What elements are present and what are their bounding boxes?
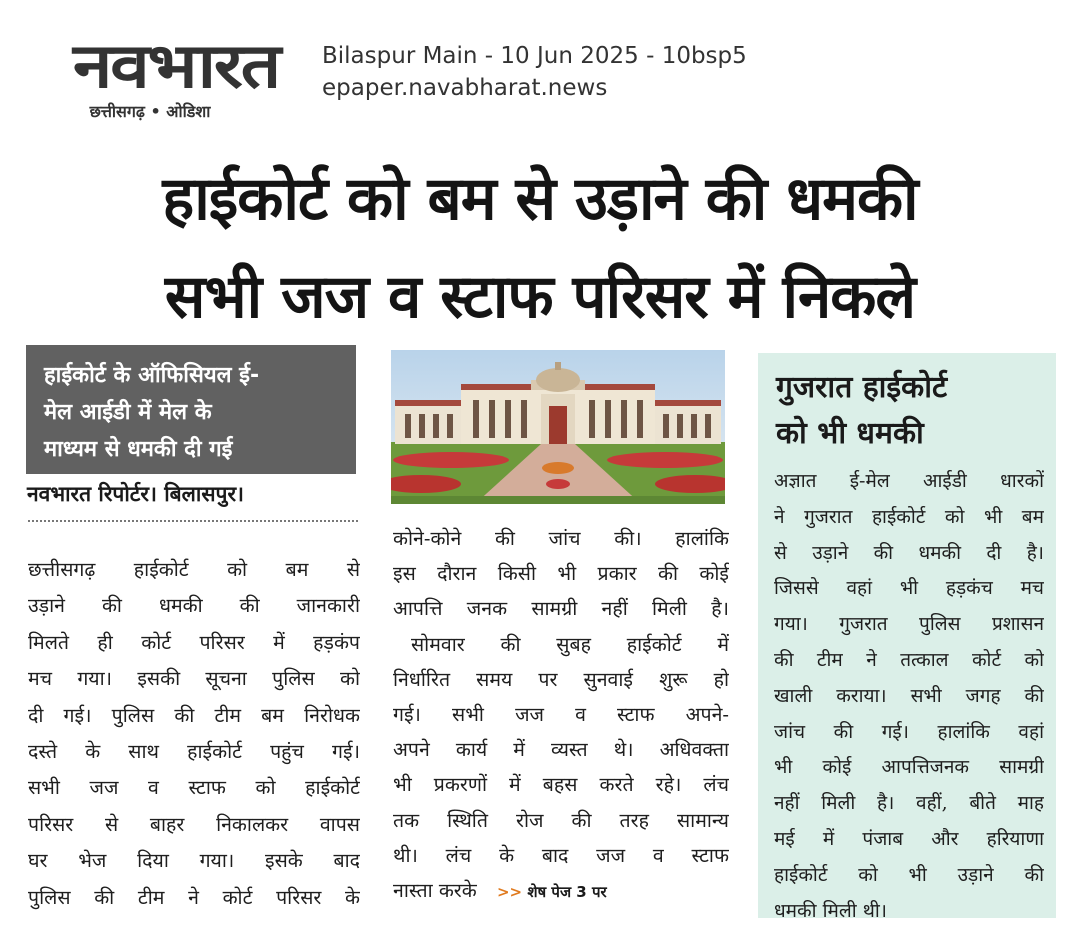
body-line: उड़ाने की धमकी की जानकारी — [28, 594, 360, 618]
epaper-url: epaper.navabharat.news — [322, 75, 608, 101]
logo-subtitle: छत्तीसगढ़ • ओडिशा — [89, 102, 211, 121]
body-line: भी कोई आपत्तिजनक सामग्री — [774, 756, 1044, 779]
headline-line-1: हाईकोर्ट को बम से उड़ाने की धमकी — [162, 164, 918, 234]
body-line: से उड़ाने की धमकी दी है। — [774, 541, 1044, 564]
body-line: ने गुजरात हाईकोर्ट को भी बम — [774, 505, 1044, 528]
dotted-divider — [28, 520, 358, 522]
body-last-text: नास्ता करके — [393, 878, 477, 902]
headline — [0, 150, 1080, 346]
body-line: छत्तीसगढ़ हाईकोर्ट को बम से — [28, 558, 360, 581]
byline: नवभारत रिपोर्टर। बिलासपुर। — [27, 482, 245, 506]
kicker-line: माध्यम से धमकी दी गई — [44, 437, 233, 462]
kicker-box — [26, 345, 356, 474]
body-line: इस दौरान किसी भी प्रकार की कोई — [393, 562, 729, 586]
sidebar-title-line: गुजरात हाईकोर्ट — [776, 370, 948, 405]
body-line: मई में पंजाब और हरियाणा — [774, 827, 1044, 850]
body-line: गई। सभी जज व स्टाफ अपने- — [393, 702, 729, 726]
body-line: मिलते ही कोर्ट परिसर में हड़कंप — [28, 630, 360, 654]
newspaper-logo — [8, 29, 300, 121]
continued-text: शेष पेज 3 पर — [527, 882, 607, 901]
body-line: थी। लंच के बाद जज व स्टाफ — [393, 843, 729, 867]
body-line: मच गया। इसकी सूचना पुलिस को — [28, 667, 360, 691]
sidebar-title-line: को भी धमकी — [776, 416, 924, 451]
headline-line-2: सभी जज व स्टाफ परिसर में निकले — [164, 262, 916, 332]
sidebar-story-title — [776, 365, 1046, 457]
body-line: निर्धारित समय पर सुनवाई शुरू हो — [393, 667, 729, 691]
court-building-illustration — [391, 350, 725, 504]
body-line: हाईकोर्ट को भी उड़ाने की — [774, 863, 1044, 886]
body-line: खाली कराया। सभी जगह की — [774, 684, 1044, 707]
body-line: परिसर से बाहर निकालकर वापस — [28, 812, 360, 836]
kicker-line: मेल आईडी में मेल के — [44, 400, 212, 425]
body-line: दस्ते के साथ हाईकोर्ट पहुंच गई। — [28, 739, 360, 763]
body-line: दी गई। पुलिस की टीम बम निरोधक — [28, 703, 360, 727]
body-line: पुलिस की टीम ने कोर्ट परिसर के — [28, 885, 360, 909]
body-line: की टीम ने तत्काल कोर्ट को — [774, 648, 1044, 671]
body-line-last — [393, 873, 729, 908]
article-body-left — [28, 552, 360, 916]
body-line: सभी जज व स्टाफ को हाईकोर्ट — [28, 776, 360, 800]
body-line: कोने-कोने की जांच की। हालांकि — [393, 527, 729, 550]
sidebar-story-box — [758, 353, 1056, 922]
high-court-photo — [391, 350, 725, 504]
body-line: अपने कार्य में व्यस्त थे। अधिवक्ता — [393, 738, 729, 762]
sidebar-story-body — [774, 464, 1044, 929]
edition-line: Bilaspur Main - 10 Jun 2025 - 10bsp5 — [322, 43, 747, 69]
body-line: सोमवार की सुबह हाईकोर्ट में — [411, 632, 729, 656]
body-line: जांच की गई। हालांकि वहां — [774, 720, 1044, 743]
continued-on-page-link[interactable] — [497, 883, 607, 901]
double-chevron-icon: >> — [496, 882, 523, 901]
body-line: गया। गुजरात पुलिस प्रशासन — [774, 613, 1044, 636]
body-line: तक स्थिति रोज की तरह सामान्य — [393, 808, 729, 832]
body-line: भी प्रकरणों में बहस करते रहे। लंच — [393, 773, 729, 797]
body-line: नहीं मिली है। वहीं, बीते माह — [774, 792, 1044, 815]
body-line: घर भेज दिया गया। इसके बाद — [28, 849, 360, 873]
body-line: आपत्ति जनक सामग्री नहीं मिली है। — [393, 597, 729, 621]
body-line: जिससे वहां भी हड़कंच मच — [774, 577, 1044, 600]
body-line: अज्ञात ई-मेल आईडी धारकों — [774, 470, 1044, 492]
body-line-last: धमकी मिली थी। — [774, 899, 887, 922]
article-body-middle — [393, 521, 729, 908]
edition-info — [322, 40, 747, 104]
logo-wordmark: नवभारत — [72, 29, 279, 102]
kicker-line: हाईकोर्ट के ऑफिसियल ई- — [44, 363, 260, 388]
